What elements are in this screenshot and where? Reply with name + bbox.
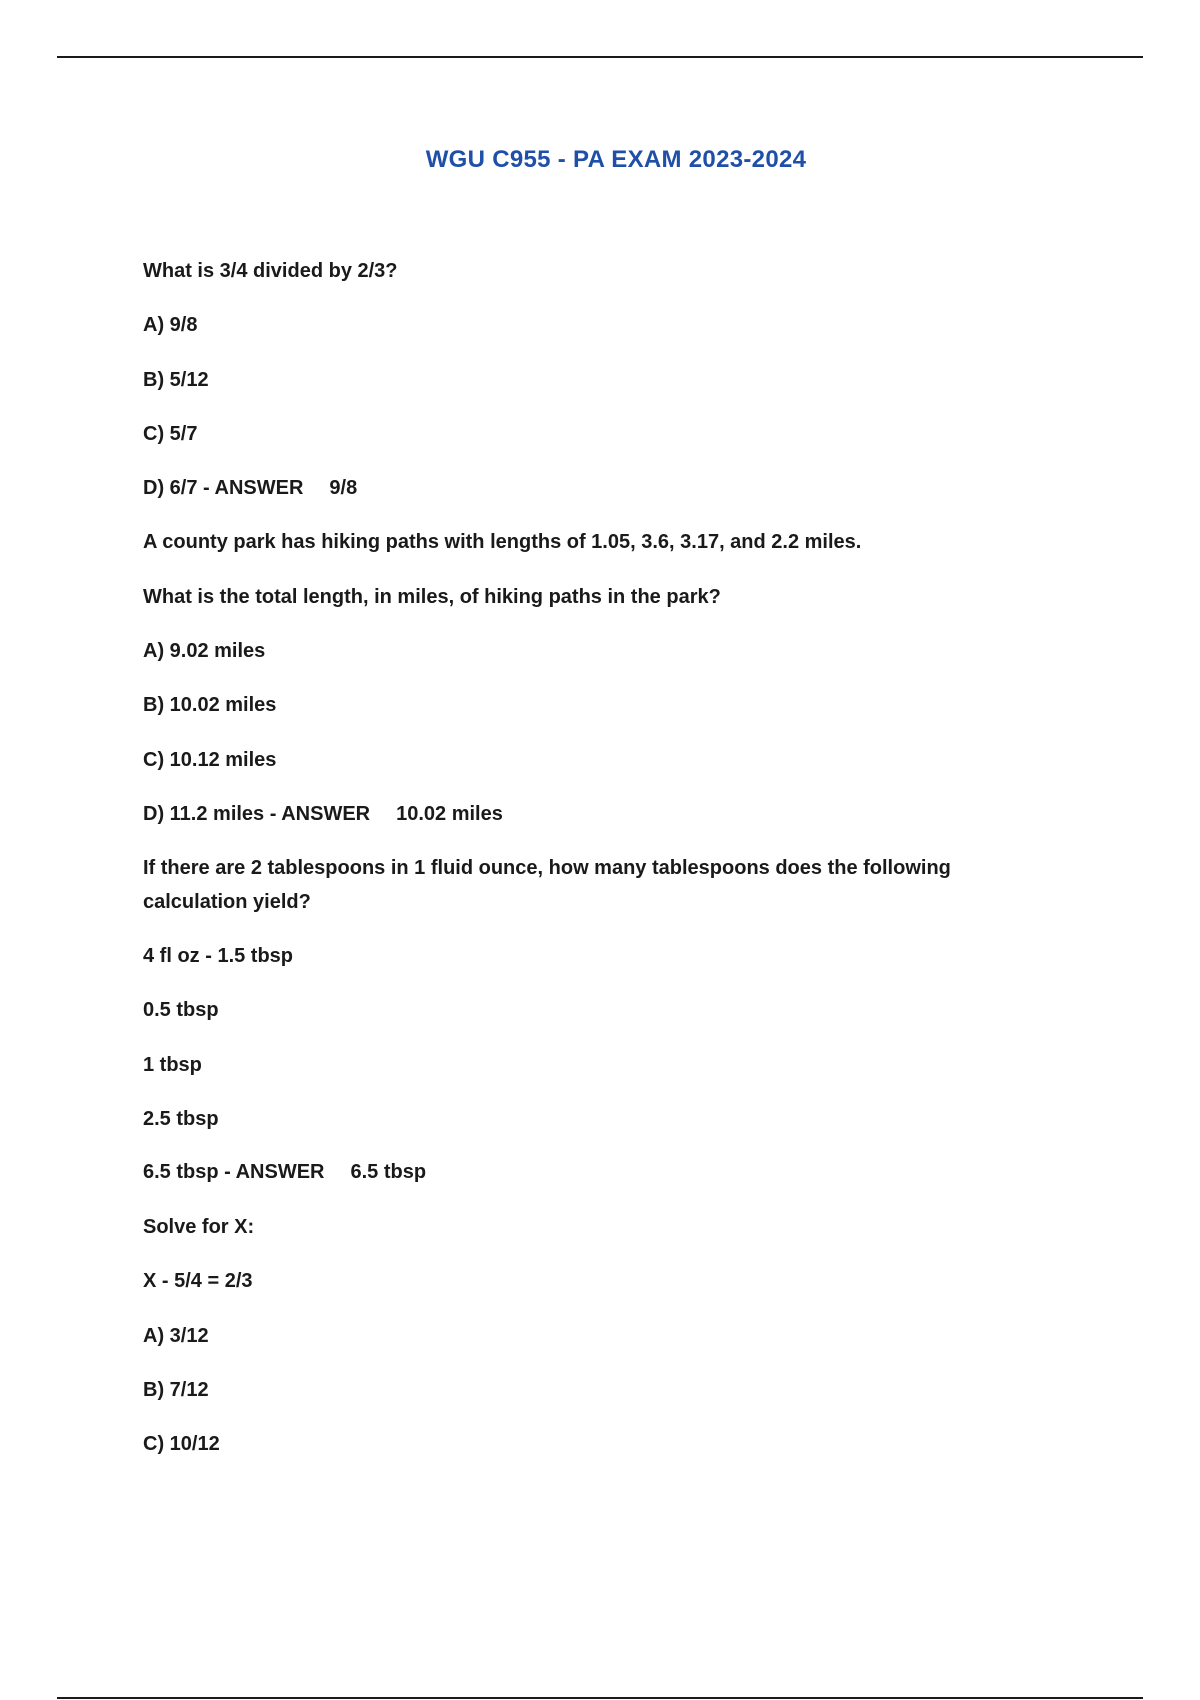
q3-option-4: 6.5 tbsp - ANSWER bbox=[143, 1161, 325, 1183]
q4-option-c: C) 10/12 bbox=[143, 1433, 220, 1455]
q3-option-2: 1 tbsp bbox=[143, 1054, 202, 1076]
q4-prompt: Solve for X: bbox=[143, 1216, 255, 1238]
document-title: WGU C955 - PA EXAM 2023-2024 bbox=[425, 146, 807, 173]
q2-option-b: B) 10.02 miles bbox=[143, 694, 277, 716]
q2-option-d: D) 11.2 miles - ANSWER bbox=[143, 803, 371, 825]
q3-option-4-answer bbox=[143, 1155, 426, 1189]
q2-answer: 10.02 miles bbox=[396, 803, 503, 825]
q4-option-b: B) 7/12 bbox=[143, 1379, 209, 1401]
q3-expression: 4 fl oz - 1.5 tbsp bbox=[143, 945, 294, 967]
q3-prompt: If there are 2 tablespoons in 1 fluid ounce, how many tablespoons does the following calculation yield? bbox=[143, 857, 951, 913]
q3-option-1: 0.5 tbsp bbox=[143, 999, 219, 1021]
q1-option-b: B) 5/12 bbox=[143, 369, 209, 391]
q1-answer: 9/8 bbox=[329, 477, 358, 499]
q3-option-3: 2.5 tbsp bbox=[143, 1108, 219, 1130]
footer-rule bbox=[57, 1697, 1143, 1699]
q4-option-a: A) 3/12 bbox=[143, 1325, 209, 1347]
q1-option-d-answer bbox=[143, 471, 357, 505]
q3-answer: 6.5 tbsp bbox=[350, 1161, 427, 1183]
q1-prompt: What is 3/4 divided by 2/3? bbox=[143, 260, 398, 282]
q1-option-a: A) 9/8 bbox=[143, 314, 198, 336]
q2-context: A county park has hiking paths with lengths of 1.05, 3.6, 3.17, and 2.2 miles. bbox=[143, 531, 862, 553]
q4-expression: X - 5/4 = 2/3 bbox=[143, 1270, 253, 1292]
q2-option-c: C) 10.12 miles bbox=[143, 749, 277, 771]
header-rule bbox=[57, 56, 1143, 58]
q2-prompt: What is the total length, in miles, of hiking paths in the park? bbox=[143, 586, 721, 608]
q1-option-c: C) 5/7 bbox=[143, 423, 198, 445]
q2-option-a: A) 9.02 miles bbox=[143, 640, 266, 662]
q2-option-d-answer bbox=[143, 797, 503, 831]
q1-option-d: D) 6/7 - ANSWER bbox=[143, 477, 304, 499]
